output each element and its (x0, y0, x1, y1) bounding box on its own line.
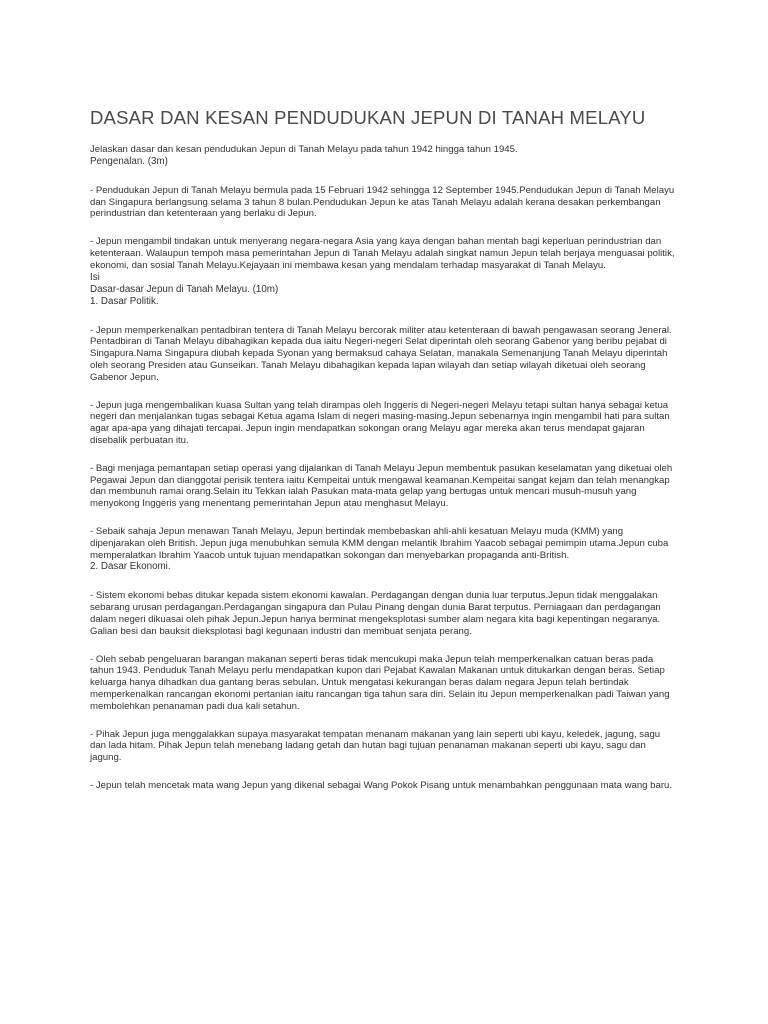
ekonomi-paragraph-4: - Jepun telah mencetak mata wang Jepun yang dikenal sebagai Wang Pokok Pisang untuk menambahkan penggunaan mata wang baru. (90, 779, 673, 791)
politik-paragraph-1: - Jepun memperkenalkan pentadbiran tentera di Tanah Melayu bercorak militer atau ketenteraan di bawah pengawasan seorang Jeneral. Pentadbiran di Tanah Melayu dibahagikan kepada dua iaitu Negeri-negeri Selat diperintah oleh seorang Gabenor yang beribu pejabat di Singapura.Nama Singapura diubah kepada Syonan yang bermaksud cahaya Selatan, manakala Semenanjung Tanah Melayu diperintah oleh seorang Presiden atau Gunseikan. Tanah Melayu dibahagikan kepada lapan wilayah dan setiap wilayah diketuai oleh seorang Gabenor Jepun. (90, 324, 672, 383)
document-body (90, 144, 678, 792)
politik-paragraph-4: - Sebaik sahaja Jepun menawan Tanah Melayu, Jepun bertindak membebaskan ahli-ahli kesatuan Melayu muda (KMM) yang dipenjarakan oleh British. Jepun juga menubuhkan semula KMM dengan melantik Ibrahim Yaacob sebagai pemimpin utama.Jepun cuba memperalatkan Ibrahim Yaacob untuk tujuan mendapatkan sokongan dan menyebarkan propaganda anti-British. (90, 525, 669, 561)
ekonomi-paragraph-1: - Sistem ekonomi bebas ditukar kepada sistem ekonomi kawalan. Perdagangan dengan dunia luar terputus.Jepun tidak menggalakan sebarang urusan perdagangan.Perdagangan singapura dan Pulau Pinang dengan dunia Barat terputus. Perniagaan dan perdagangan dalam negeri dikuasai oleh pihak Jepun.Jepun hanya berminat mengeksplotasi sumber alam negara kita bagi kepentingan negaranya. Galian besi dan bauksit dieksplotasi bagi kegunaan industri dan membuat senjata perang. (90, 590, 661, 637)
intro-heading: Pengenalan. (3m) (90, 155, 168, 167)
politik-paragraph-3: - Bagi menjaga pemantapan setiap operasi yang dijalankan di Tanah Melayu Jepun membentuk pasukan keselamatan yang diketuai oleh Pegawai Jepun dan dianggotai perisik tentera iaitu Kempeitai untuk mengawal keamanan.Kempeitai sangat kejam dan telah menangkap dan membunuh ramai orang.Selain itu Tekkan ialah Pasukan mata-mata gelap yang bertugas untuk mencari musuh-musuh yang menyokong Inggeris yang menentang pemerintahan Jepun atau menghasut Melayu. (90, 462, 673, 510)
ekonomi-paragraph-2: - Oleh sebab pengeluaran barangan makanan seperti beras tidak mencukupi maka Jepun telah memperkenalkan catuan beras pada tahun 1943. Penduduk Tanah Melayu perlu mendapatkan kupon dari Pejabat Kawalan Makanan untuk ditukarkan dengan beras. Setiap keluarga hanya dihadkan dua gantang beras sebulan. Untuk mengatasi kekurangan beras dalam negara Jepun telah bertindak memperkenalkan rancangan ekonomi pertanian iaitu rancangan tiga tahun sara diri. Selain itu Jepun memperkenalkan padi Taiwan yang membolehkan penanaman padi dua kali setahun. (90, 653, 670, 712)
document-title: DASAR DAN KESAN PENDUDUKAN JEPUN DI TANAH MELAYU (90, 107, 646, 128)
ekonomi-paragraph-3: - Pihak Jepun juga menggalakkan supaya masyarakat tempatan menanam makanan yang lain seperti ubi kayu, keledek, jagung, sagu dan lada hitam. Pihak Jepun telah menebang ladang getah dan hutan bagi tujuan penanaman makanan seperti ubi kayu, sagu dan jagung. (90, 728, 661, 764)
isi-heading: Isi (90, 271, 100, 283)
politik-heading: 1. Dasar Politik. (90, 295, 159, 307)
question-text: Jelaskan dasar dan kesan pendudukan Jepun di Tanah Melayu pada tahun 1942 hingga tahun 1945. (90, 144, 518, 155)
ekonomi-heading: 2. Dasar Ekonomi. (90, 561, 171, 573)
politik-paragraph-2: - Jepun juga mengembalikan kuasa Sultan yang telah dirampas oleh Inggeris di Negeri-negeri Melayu tetapi sultan hanya sebagai ketua negeri dan menjalankan tugas sebagai Ketua agama Islam di negeri masing-masing.Jepun sebenarnya ingin mengambil hati para sultan agar apa-apa yang dihajati tercapai. Jepun ingin mendapatkan sokongan orang Melayu agar mereka akan terus mendapat gajaran disebalik perbuatan itu. (90, 399, 670, 446)
intro-paragraph-2: - Jepun mengambil tindakan untuk menyerang negara-negara Asia yang kaya dengan bahan mentah bagi keperluan perindustrian dan ketenteraan. Walaupun tempoh masa pemerintahan Jepun di Tanah Melayu adalah singkat namun Jepun telah berjaya menguasai politik, ekonomi, dan sosial Tanah Melayu.Kejayaan ini membawa kesan yang mendalam terhadap masyarakat di Tanah Melayu. (90, 236, 675, 271)
intro-paragraph-1: - Pendudukan Jepun di Tanah Melayu bermula pada 15 Februari 1942 sehingga 12 September 1945.Pendudukan Jepun di Tanah Melayu dan Singapura berlangsung selama 3 tahun 8 bulan.Pendudukan Jepun ke atas Tanah Melayu adalah kerana desakan perkembangan perindustrian dan ketenteraan yang berlaku di Jepun. (90, 184, 675, 220)
dasar-heading: Dasar-dasar Jepun di Tanah Melayu. (10m) (90, 283, 279, 295)
